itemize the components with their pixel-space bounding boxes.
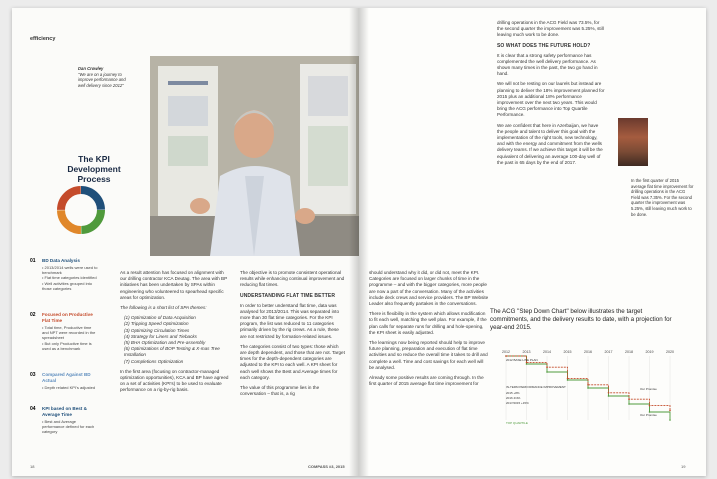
chart-point (669, 410, 671, 412)
body-paragraph: should understand why it did, or did not, meet the KPI. Categories are focused on larger chunks of time in the programme – and with the bigger categories, more people are now a part of the conversation. Many of the activities include deck crews and service providers. The BP Website Leader also frequently partakes in the conversations. (369, 270, 489, 307)
chart-point (669, 419, 671, 421)
list-item: (3) Optimizing Circulation Times (124, 327, 190, 333)
step-number: 04 (30, 406, 36, 412)
kpi-step-2 (30, 312, 98, 362)
chart-annotation: 2017/2015 +15% (506, 401, 529, 405)
list-item: (1) Optimization of Data Acquisition (124, 315, 196, 321)
kpi-step-1 (30, 258, 98, 298)
step-body: • 2013/2014 wells were used to benchmark • Flat time categories identified • Well activities grouped into those categories (42, 265, 98, 291)
body-paragraph: We will not be resting on our laurels but instead are planning to deliver the 18% improvement planned for 2015 plus an additional 18% performance improvement over the next two years. This would bring the ACG performance into Top Quartile Performance. (497, 81, 605, 118)
section-heading: UNDERSTANDING FLAT TIME BETTER (240, 292, 336, 299)
chart-point (628, 403, 630, 405)
chart-point (649, 405, 651, 407)
chart-tick-label: 2014 (543, 350, 551, 354)
chart-point (546, 371, 548, 373)
body-paragraph: The following is a short list of SPA themes: (120, 305, 207, 311)
body-paragraph: drilling operations in the ACG Field was 73.5%, for the second quarter the improvement was 5.25%, still leaving much work to be done. (497, 20, 604, 38)
photo-caption (78, 66, 126, 88)
chart-tick-label: 2020 (666, 350, 674, 354)
body-paragraph: Already some positive results are coming through. In the first quarter of 2015 average flat time improvement for (369, 375, 484, 387)
step-down-chart (500, 348, 675, 428)
step-number: 03 (30, 372, 36, 378)
step-number: 01 (30, 258, 36, 264)
chart-annotation: 2016 4/4% (506, 396, 521, 400)
chart-annotation: IN-TERM PERFORMANCE IMPROVEMENT (506, 385, 566, 389)
chart-point (526, 363, 528, 365)
chart-point (608, 395, 610, 397)
chart-annotation: 2015 +8% (506, 391, 520, 395)
chart-tick-label: 2012 (502, 350, 510, 354)
step-body: • Best and Average performance defined for each category (42, 419, 95, 435)
left-page (12, 8, 359, 476)
body-paragraph: It is clear that a strong safety performance has complemented the well delivery performance. As shown many times in the past, the two go hand in hand. (497, 52, 598, 77)
body-paragraph: As a result attention has focused on alignment with our drilling contractor KCA Deutag. The area with BP initiatives has been undertaken by SPAs within engineering who volunteered to spearhead specific areas for optimization. (120, 270, 228, 300)
chart-point (628, 398, 630, 400)
chart-point (587, 384, 589, 386)
chart-annotation: Our Promise (640, 413, 657, 417)
right-column-1 (497, 20, 605, 170)
spine-shadow (349, 8, 369, 476)
chart-tick-label: 2015 (563, 350, 572, 354)
step-body: • Total time, Productive time and NPT were recorded in the spreadsheet • But only Productive time is used as a benchmark (42, 325, 96, 351)
spa-theme-list (120, 315, 230, 365)
list-item: (4) Strategy for Liners and Tiebacks (124, 333, 197, 339)
step-number: 02 (30, 312, 36, 318)
speaker-photo-image (150, 56, 359, 256)
chart-tick-label: 2019 (645, 350, 654, 354)
step-title: BD Data Analysis (42, 258, 80, 263)
body-paragraph: We are confident that here in Azerbaijan, we have the people and talent to deliver this goal with the implementation of the right tools, new technology, and with the energy and commitment from the wells delivery teams. If we achieve this target it will be the equivalent of delivering an average 100-day well of the past in 65 days by the end of 2017. (497, 122, 603, 165)
list-item: (7) Completions Optimization (124, 358, 184, 364)
step-title: Focused on Productive Flat Time (42, 312, 93, 323)
left-column-2 (240, 270, 345, 401)
step-body: • Depth related KPI's adjusted (42, 385, 96, 390)
chart-tick-label: 2018 (625, 350, 633, 354)
chart-annotation: 2012 BASE LINE PLAN (506, 358, 538, 362)
speaker-photo (150, 56, 359, 256)
caption-name: Dan Crowley (78, 66, 104, 71)
side-caption: In the first quarter of 2015 average flat time improvement for drilling operations in the ACG Field was 7.35%. For the second quarter the improvement was 5.25%, still leaving much work to be done. (631, 178, 694, 217)
chart-point (608, 392, 610, 394)
chart-annotation: TOP QUARTILE (506, 421, 528, 425)
chart-point (567, 378, 569, 380)
chart-point (587, 387, 589, 389)
chart-tick-label: 2016 (584, 350, 592, 354)
list-item: (6) Optimizations of BOP Testing & X-mas Tree Installation (124, 346, 220, 358)
kpi-process-wheel-icon (57, 186, 105, 234)
kpi-step-3 (30, 372, 98, 402)
chart-point (567, 379, 569, 381)
body-paragraph: There is flexibility in the system which allows modification to fit each well, matching the well plan. For example, if the plan calls for separate runs for drilling and hole-opening, the KPI sheet is easily adjusted. (369, 311, 487, 335)
page-number-left: 18 (30, 464, 35, 469)
kpi-title: The KPI Development Process (67, 154, 121, 184)
step-title: KPI based on Best & Average Time (42, 406, 87, 417)
body-paragraph: The learnings now being reported should help to improve future planning, preparation and execution of flat time activities and so reduce the overall time it takes to drill and complete a well. Time and cost savings for each well will be analysed. (369, 340, 488, 370)
caption-quote: "We are on a journey to improve performance and well delivery since 2012" (78, 71, 126, 88)
body-paragraph: The objective is to promote consistent operational results while enhancing continual improvement and reducing flat times. (240, 270, 345, 288)
page-number-right: 19 (681, 464, 686, 469)
chart-tick-label: 2017 (604, 350, 613, 354)
chart-tick-label: 2013 (522, 350, 531, 354)
section-label: efficiency (30, 36, 56, 42)
chart-point (505, 355, 507, 357)
body-paragraph: The value of this programme lies in the conversation – that is, a rig (240, 385, 320, 397)
body-paragraph: In the first area (focusing on contractor-managed optimization opportunities), KCA and BP have agreed on a set of activities (KPI's) to be used to evaluate performance on a rig-by-rig basis. (120, 368, 229, 393)
rig-inset-photo (618, 118, 648, 166)
kpi-step-4 (30, 406, 98, 450)
body-paragraph: In order to better understand flat time, data was analysed for 2013/2014. This was separated into more than 30 flat time categories. For the KPI program, the list was reduced to 11 categories primarily driven by the rig crews. As a rule, these are not restricted by formation-related issues. (240, 302, 340, 339)
step-title: Compared Against BD Actual (42, 372, 91, 383)
magazine-footer: COMPASS #3, 2015 (308, 464, 345, 469)
chart-title: The ACG "Step Down Chart" below illustrates the target commitments, and the delivery results to date, with a projection for year-end 2015. (490, 308, 672, 331)
section-heading: SO WHAT DOES THE FUTURE HOLD? (497, 42, 591, 49)
list-item: (5) BHA Optimization and Pre-assembly (124, 340, 206, 346)
chart-annotation: Our Promise (640, 387, 657, 391)
chart-point (546, 366, 548, 368)
body-paragraph: The categories consist of two types: those which are depth dependent, and those that are not. Target times for the depth-dependent categories are adjusted to the KPI to each well. A KPI sheet for each well shows the Best and Average times for each category. (240, 343, 345, 380)
left-column-1 (120, 270, 230, 398)
right-column-2 (369, 270, 489, 391)
list-item: (2) Tripping Speed Optimization (124, 321, 189, 327)
